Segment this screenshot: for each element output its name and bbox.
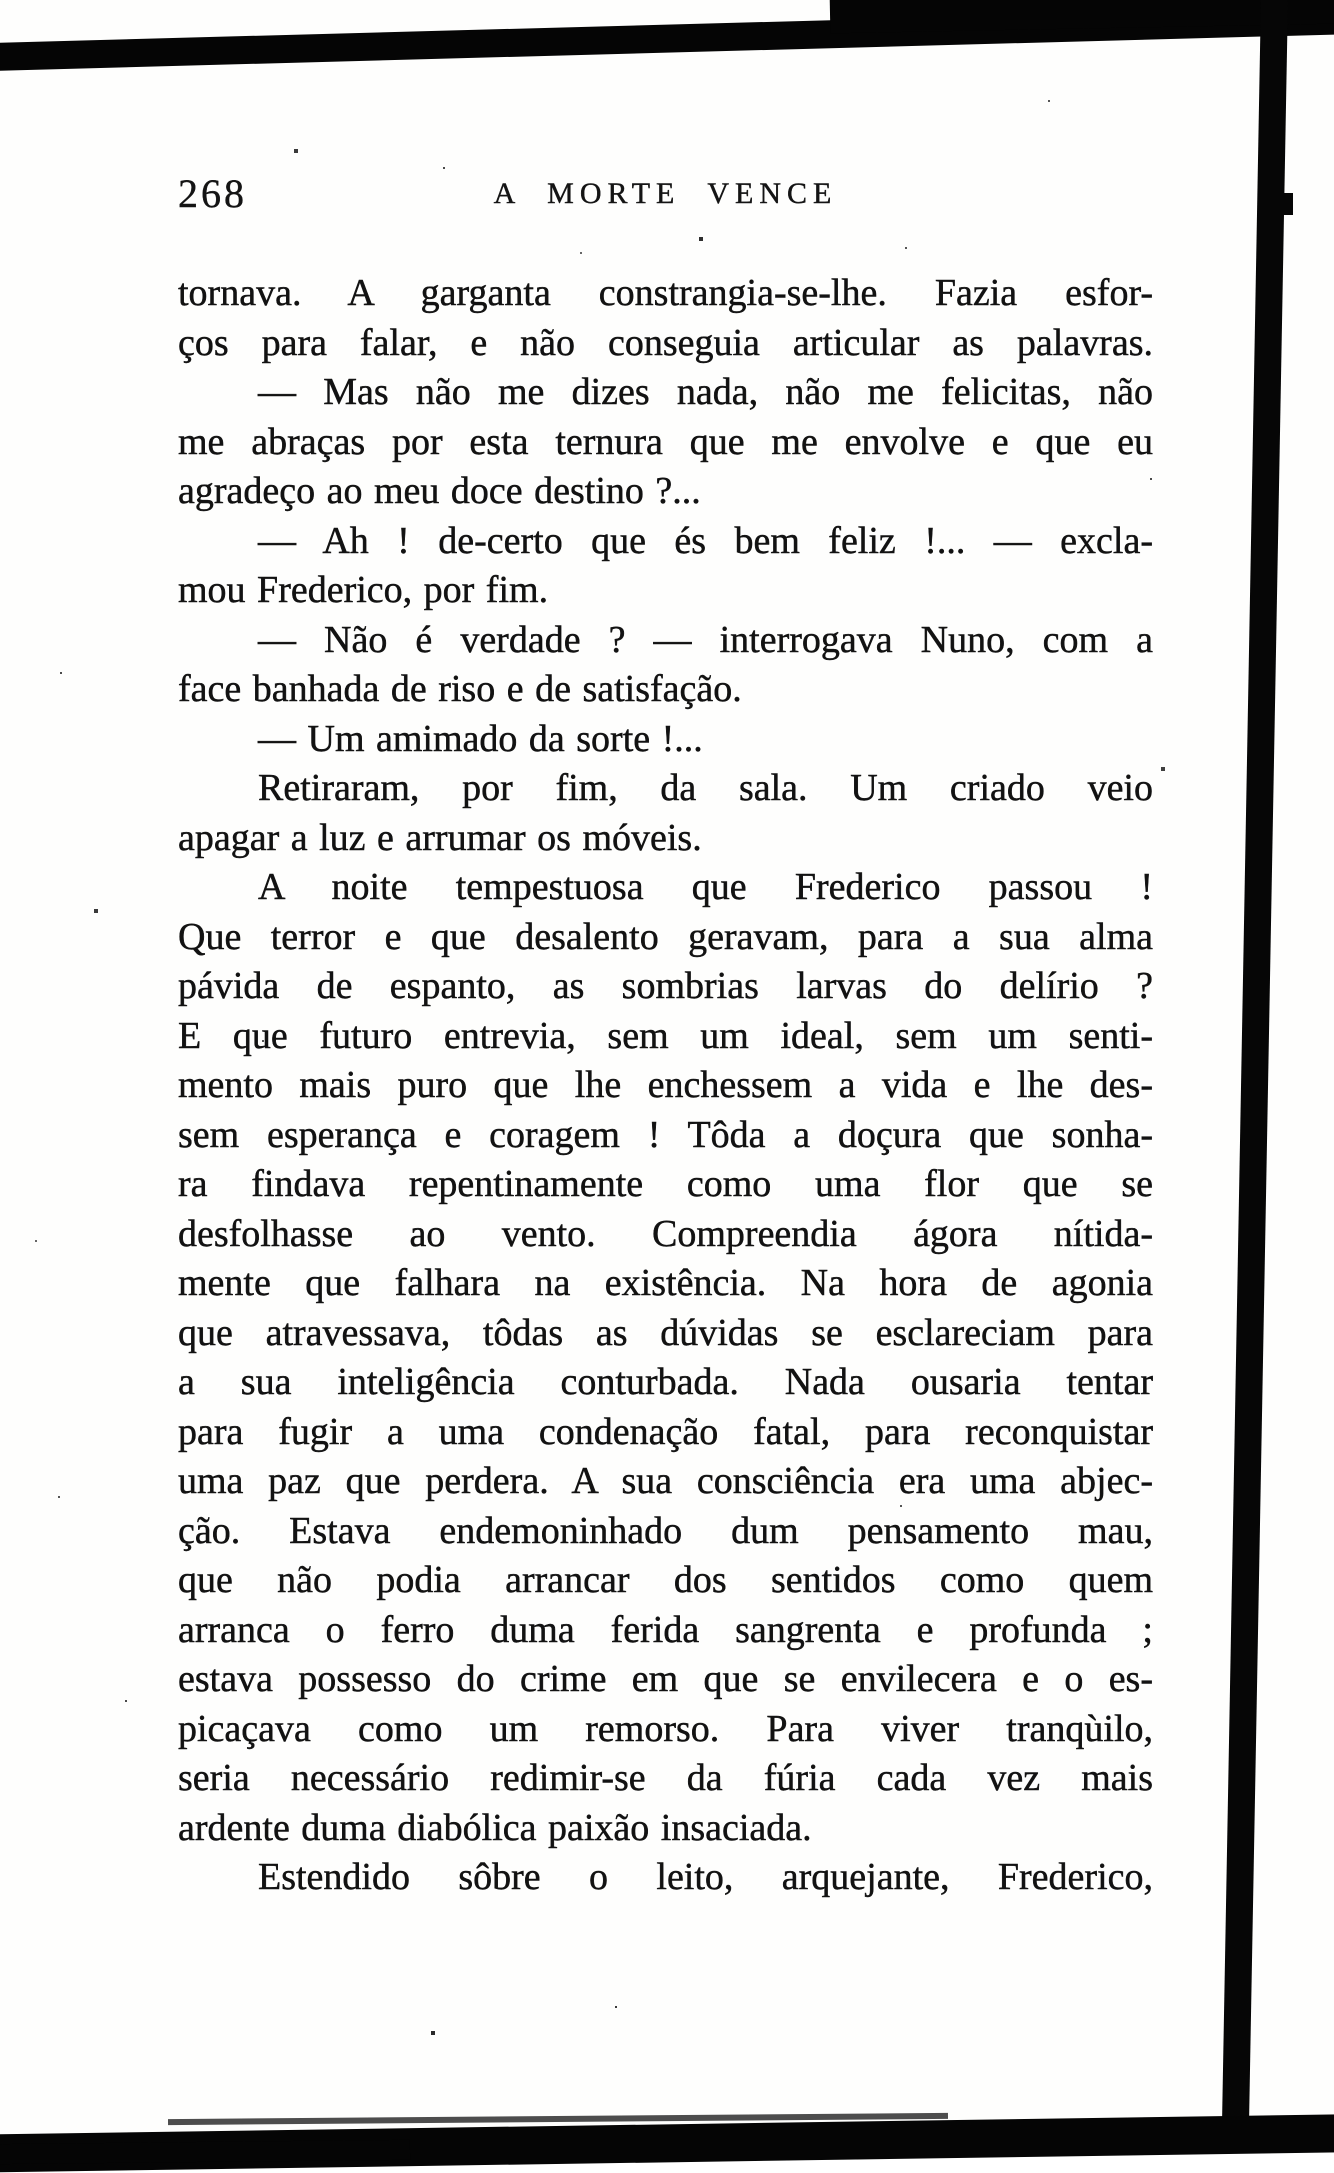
text-line: ardente duma diabólica paixão insaciada. xyxy=(178,1806,812,1849)
text-line: que atravessava, tôdas as dúvidas se esclareciam para xyxy=(178,1311,1153,1354)
text-line: apagar a luz e arrumar os móveis. xyxy=(178,816,702,859)
scan-border-right-bump xyxy=(1284,193,1293,215)
text-line: estava possesso do crime em que se envilecera e o es- xyxy=(178,1658,1153,1700)
text-line: — Não é verdade ? — interrogava Nuno, com a xyxy=(258,618,1153,661)
text-line: mou Frederico, por fim. xyxy=(178,569,549,611)
scan-border-right xyxy=(1222,0,1288,2136)
text-line: uma paz que perdera. A sua consciência era uma abjec- xyxy=(178,1460,1153,1502)
text-line: que não podia arrancar dos sentidos como quem xyxy=(178,1559,1153,1601)
text-line: agradeço ao meu doce destino ?... xyxy=(178,470,701,512)
text-line: ços para falar, e não conseguia articular as palavras. xyxy=(178,321,1153,364)
running-title: A MORTE VENCE xyxy=(493,177,838,210)
text-line: — Ah ! de-certo que és bem feliz !... — excla- xyxy=(258,519,1153,562)
text-line: desfolhasse ao vento. Compreendia ágora nítida- xyxy=(178,1212,1153,1255)
text-line: seria necessário redimir-se da fúria cada vez mais xyxy=(178,1757,1153,1799)
text-line: mente que falhara na existência. Na hora de agonia xyxy=(178,1262,1153,1304)
page-header xyxy=(178,170,1153,216)
text-line: sem esperança e coragem ! Tôda a doçura que sonha- xyxy=(178,1113,1153,1156)
text-block xyxy=(178,269,1153,1903)
text-line: — Mas não me dizes nada, não me felicitas, não xyxy=(258,371,1153,413)
text-line: Estendido sôbre o leito, arquejante, Frederico, xyxy=(258,1856,1153,1898)
text-line: a sua inteligência conturbada. Nada ousaria tentar xyxy=(178,1361,1153,1403)
text-line: picaçava como um remorso. Para viver tranqùilo, xyxy=(178,1707,1153,1750)
text-line: E que futuro entrevia, sem um ideal, sem um senti- xyxy=(178,1014,1153,1057)
text-line: Que terror e que desalento geravam, para a sua alma xyxy=(178,915,1153,958)
text-line: mento mais puro que lhe enchessem a vida e lhe des- xyxy=(178,1064,1153,1106)
text-line: pávida de espanto, as sombrias larvas do delírio ? xyxy=(178,965,1153,1007)
text-line: ra findava repentinamente como uma flor que se xyxy=(178,1163,1153,1205)
text-line: para fugir a uma condenação fatal, para reconquistar xyxy=(178,1410,1153,1453)
scan-speckles xyxy=(0,0,2,2)
text-line: — Um amimado da sorte !... xyxy=(258,717,703,760)
text-line: tornava. A garganta constrangia-se-lhe. Fazia esfor- xyxy=(178,272,1153,314)
text-line: Retiraram, por fim, da sala. Um criado veio xyxy=(258,767,1153,809)
text-line: me abraças por esta ternura que me envolve e que eu xyxy=(178,420,1153,463)
text-line: ção. Estava endemoninhado dum pensamento mau, xyxy=(178,1509,1153,1552)
text-line: face banhada de riso e de satisfação. xyxy=(178,668,742,710)
text-line: arranca o ferro duma ferida sangrenta e profunda ; xyxy=(178,1608,1153,1651)
text-line: A noite tempestuosa que Frederico passou ! xyxy=(258,866,1153,908)
page-number: 268 xyxy=(178,171,247,216)
